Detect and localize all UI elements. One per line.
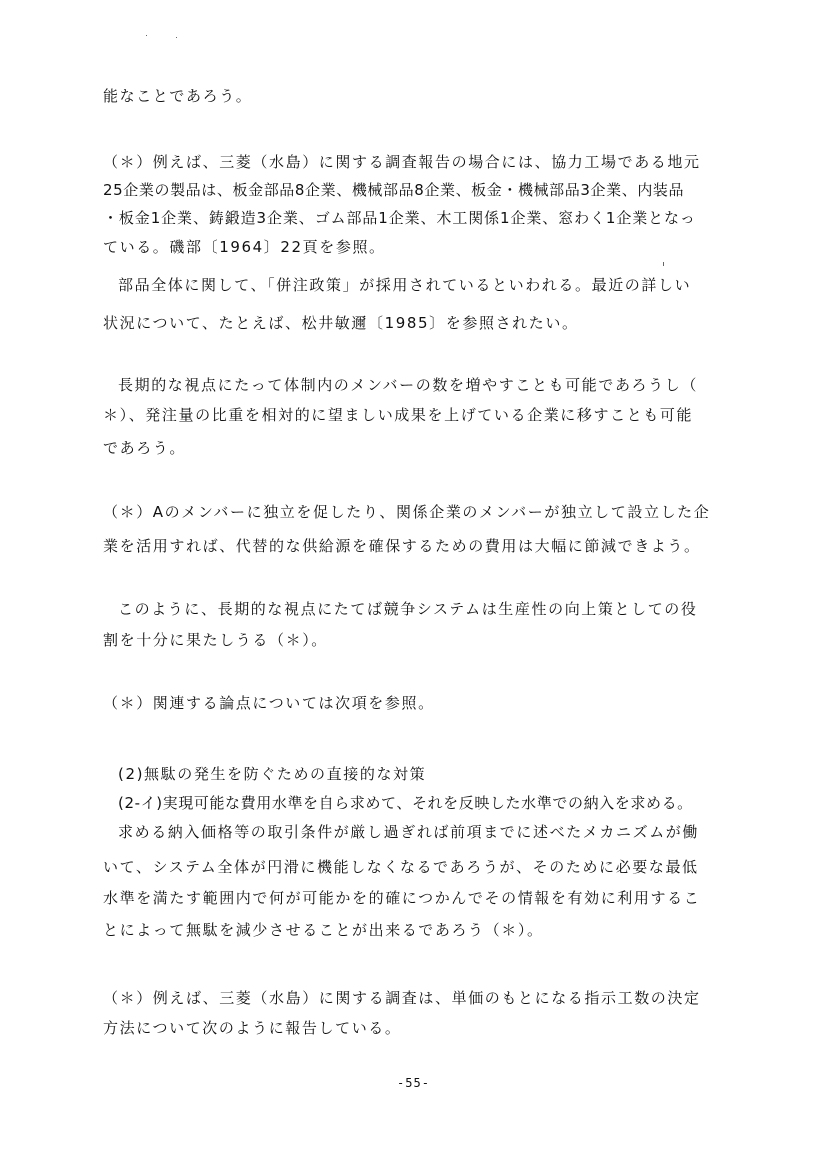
text-line: 割を十分に果たしうる（＊）。 bbox=[103, 631, 328, 649]
text-line: いて、システム全体が円滑に機能しなくなるであろうが、そのために必要な最低 bbox=[103, 858, 699, 876]
text-line: とによって無駄を減少させることが出来るであろう（＊）。 bbox=[103, 921, 544, 939]
text-line: ＊）、発注量の比重を相対的に望ましい成果を上げている企業に移すことも可能 bbox=[103, 406, 694, 424]
text-line: このように、長期的な視点にたてば競争システムは生産性の向上策としての役 bbox=[118, 600, 698, 618]
scan-speck bbox=[146, 35, 147, 36]
footnote-line: ている。磯部〔1964〕22頁を参照。 bbox=[103, 238, 386, 256]
footnote-line: （＊）Aのメンバーに独立を促したり、関係企業のメンバーが独立して設立した企 bbox=[103, 503, 711, 521]
footnote-line: 方法について次のように報告している。 bbox=[103, 1019, 402, 1037]
footnote-line: 業を活用すれば、代替的な供給源を確保するための費用は大幅に節減できよう。 bbox=[103, 537, 701, 555]
footnote-line: （＊）例えば、三菱（水島）に関する調査は、単価のもとになる指示工数の決定 bbox=[103, 989, 701, 1007]
subsection-heading: (2-イ)実現可能な費用水準を自ら求めて、それを反映した水準での納入を求める。 bbox=[118, 794, 693, 812]
text-line: 求める納入価格等の取引条件が厳し過ぎれば前項までに述べたメカニズムが働 bbox=[118, 823, 700, 841]
scan-speck bbox=[663, 262, 664, 266]
footnote-line: （＊）例えば、三菱（水島）に関する調査報告の場合には、協力工場である地元 bbox=[103, 153, 701, 171]
footnote-line: （＊）関連する論点については次項を参照。 bbox=[103, 694, 435, 712]
text-line: 能なことであろう。 bbox=[103, 87, 253, 105]
text-line: 水準を満たす範囲内で何が可能かを的確につかんでその情報を有効に利用するこ bbox=[103, 889, 701, 907]
text-line: であろう。 bbox=[103, 439, 187, 457]
scan-speck bbox=[176, 37, 177, 38]
page-number: -55- bbox=[397, 1076, 430, 1090]
footnote-line: ・板金1企業、鋳鍛造3企業、ゴム部品1企業、木工関係1企業、窓わく1企業となっ bbox=[103, 209, 696, 227]
text-line: 長期的な視点にたって体制内のメンバーの数を増やすことも可能であろうし（ bbox=[118, 376, 698, 394]
section-heading: (2)無駄の発生を防ぐための直接的な対策 bbox=[118, 765, 427, 783]
text-line: 部品全体に関して、「併注政策」が採用されているといわれる。最近の詳しい bbox=[118, 276, 692, 294]
text-line: 状況について、たとえば、松井敏邇〔1985〕を参照されたい。 bbox=[103, 314, 579, 332]
footnote-line: 25企業の製品は、板金部品8企業、機械部品8企業、板金・機械部品3企業、内装品 bbox=[103, 181, 685, 199]
